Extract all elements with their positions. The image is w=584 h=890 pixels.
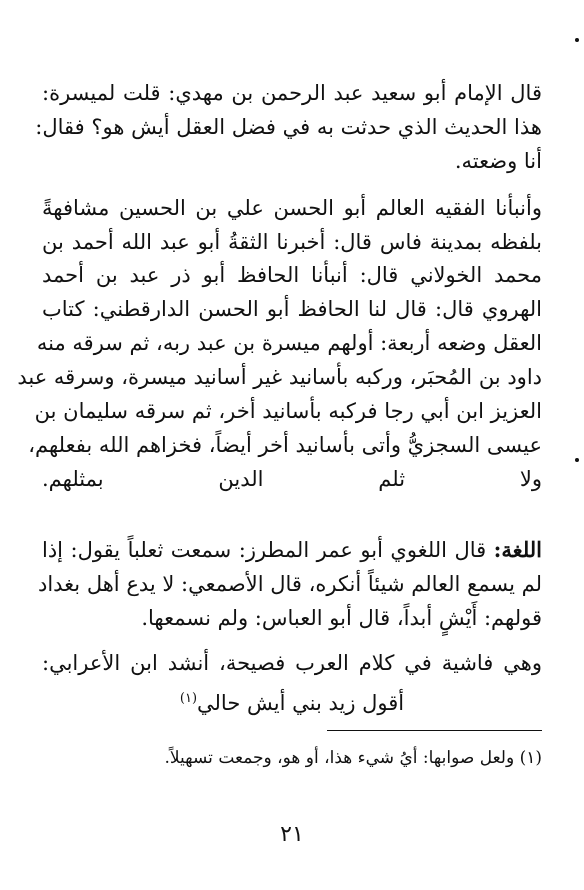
text-line: أنا وضعته. (454, 149, 542, 173)
verse-line (42, 688, 542, 718)
section-lead: اللغة: (493, 537, 542, 562)
footnote-divider (327, 730, 542, 731)
text-line: داود بن المُحبَر، وركبه بأسانيد غير أسانيد ميسرة، وسرقه عبد (17, 365, 542, 389)
scan-mark (575, 38, 579, 42)
text-line: قال الإمام أبو سعيد عبد الرحمن بن مهدي: قلت لميسرة: (42, 81, 542, 105)
footnote (42, 745, 542, 771)
text-line: الهروي قال: قال لنا الحافظ أبو الحسن الدارقطني: كتاب (42, 297, 542, 321)
text-line: لم يسمع العالم شيئاً أنكره، قال الأصمعي: لا يدع أهل بغداد (37, 572, 542, 596)
text-line: ولا ثلم الدين بمثلهم. (42, 467, 542, 491)
verse-text: أقول زيد بني أيش حالي (197, 691, 405, 715)
text-line: بلفظه بمدينة فاس قال: أخبرنا الثقةُ أبو عبد الله أحمد بن (42, 230, 542, 254)
text-line-rest: قال اللغوي أبو عمر المطرز: سمعت ثعلباً يقول: إذا (42, 538, 494, 562)
footnote-text: ولعل صوابها: أيُ شيء هذا، أو هو، وجمعت تسهيلاً. (164, 748, 515, 768)
text-line: عيسى السجزيُّ وأتى بأسانيد أخر أيضاً، فخزاهم الله بفعلهم، (28, 433, 542, 457)
text-line: قولهم: أَيْشٍ أبداً، قال أبو العباس: ولم نسمعها. (141, 606, 542, 630)
scan-mark (575, 458, 579, 462)
footnote-reference: (١) (179, 691, 198, 706)
text-line: وأنبأنا الفقيه العالم أبو الحسن علي بن الحسين مشافهةً (42, 196, 542, 220)
text-line (42, 535, 542, 565)
text-line: محمد الخولاني قال: أنبأنا الحافظ أبو ذر عبد بن أحمد (42, 263, 542, 287)
footnote-marker: (١) (519, 748, 542, 768)
text-line: العقل وضعه أربعة: أولهم ميسرة بن عبد ربه، ثم سرقه منه (36, 331, 542, 355)
page-number: ٢١ (280, 822, 304, 847)
text-line: هذا الحديث الذي حدثت به في فضل العقل أيش هو؟ فقال: (35, 115, 542, 139)
text-line: العزيز ابن أبي رجا فركبه بأسانيد أخر، ثم سرقه سليمان بن (34, 399, 542, 423)
text-line: وهي فاشية في كلام العرب فصيحة، أنشد ابن الأعرابي: (42, 651, 542, 675)
